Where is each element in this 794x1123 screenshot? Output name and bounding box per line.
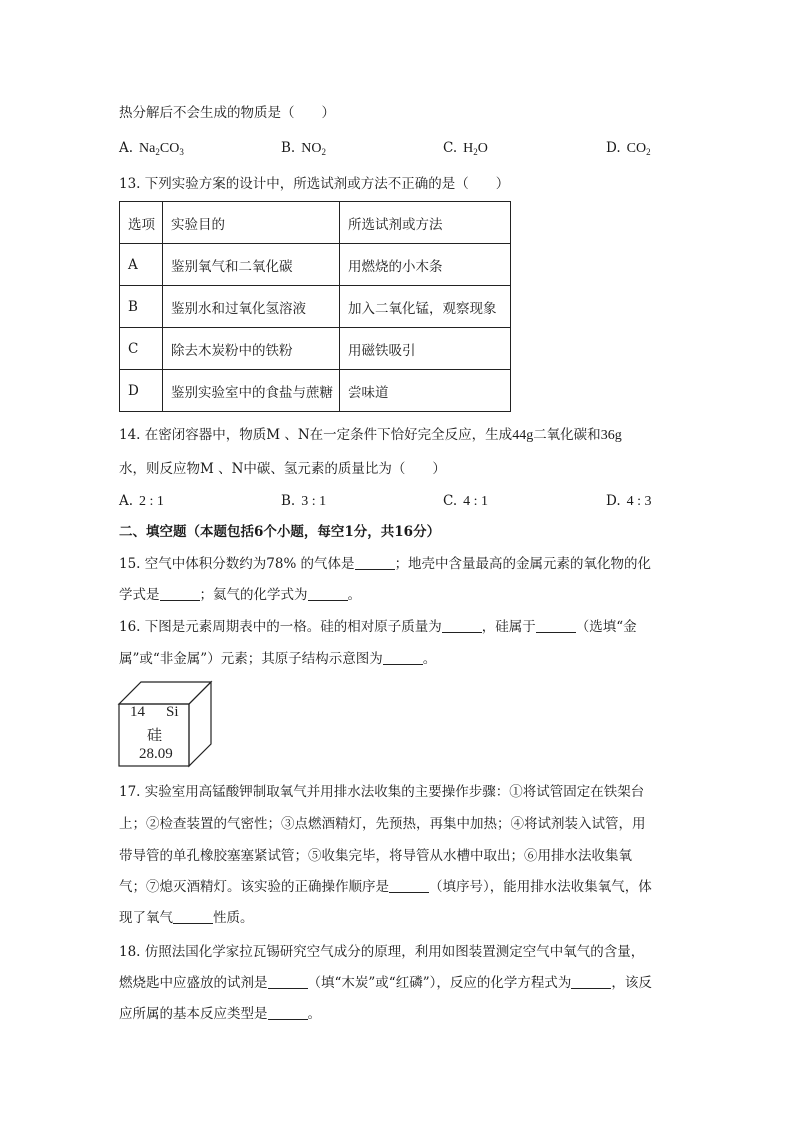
- q18-line3: 应所属的基本反应类型是 。: [119, 1006, 321, 1022]
- answer-blank[interactable]: [308, 586, 348, 601]
- q14-option-a: A. 2 : 1: [119, 493, 164, 509]
- answer-blank[interactable]: [383, 650, 423, 665]
- element-name: 硅: [147, 728, 163, 744]
- q14-stem-line1: 14. 在密闭容器中，物质M 、N在一定条件下恰好完全反应，生成44g二氧化碳和36g: [119, 427, 622, 443]
- q17-line2: 上；②检查装置的气密性；③点燃酒精灯，先预热，再集中加热；④将试剂装入试管，用: [119, 816, 646, 832]
- q14-options: [119, 491, 679, 511]
- q15-line1: 15. 空气中体积分数约为78% 的气体是 ；地壳中含量最高的金属元素的氧化物的化: [119, 556, 652, 572]
- q17-line4: 气；⑦熄灭酒精灯。该实验的正确操作顺序是 （填序号），能用排水法收集氧气，体: [119, 879, 652, 895]
- element-symbol: Si: [166, 704, 179, 720]
- section-2-title: 二、填空题（本题包括6个小题，每空1分，共16分）: [119, 524, 441, 540]
- table-cell: 加入二氧化锰，观察现象: [340, 286, 511, 328]
- answer-blank[interactable]: [160, 586, 200, 601]
- answer-blank[interactable]: [268, 1005, 308, 1020]
- table-cell: 鉴别水和过氧化氢溶液: [163, 286, 340, 328]
- q12-stem-tail: 热分解后不会生成的物质是（ ）: [119, 105, 335, 121]
- table-row: [120, 370, 511, 412]
- q13-table: [119, 201, 511, 412]
- table-cell: D: [120, 370, 163, 412]
- table-header-cell: 实验目的: [163, 202, 340, 244]
- answer-blank[interactable]: [173, 909, 213, 924]
- table-header-row: [120, 202, 511, 244]
- table-cell: A: [120, 244, 163, 286]
- q12-option-c: C. $H_2O$: [443, 140, 488, 157]
- q14-option-c: C. 4 : 1: [443, 493, 489, 509]
- q18-line2: 燃烧匙中应盛放的试剂是 （填“木炭”或“红磷”），反应的化学方程式为 ，该反: [119, 975, 652, 991]
- q14-option-d: D. 4 : 3: [606, 493, 652, 509]
- q15-line2: 学式是 ；氦气的化学式为 。: [119, 587, 361, 603]
- table-cell: 用燃烧的小木条: [340, 244, 511, 286]
- table-row: [120, 286, 511, 328]
- q17-line1: 17. 实验室用高锰酸钾制取氧气并用排水法收集的主要操作步骤：①将试管固定在铁架台: [119, 784, 645, 800]
- q16-line2: 属”或“非金属”）元素；其原子结构示意图为 。: [119, 651, 437, 667]
- table-cell: 鉴别实验室中的食盐与蔗糖: [163, 370, 340, 412]
- table-header-cell: 所选试剂或方法: [340, 202, 511, 244]
- periodic-table-cell: [117, 680, 217, 770]
- q17-line3: 带导管的单孔橡胶塞塞紧试管；⑤收集完毕，将导管从水槽中取出；⑥用排水法收集氧: [119, 848, 632, 864]
- q13-stem: 13. 下列实验方案的设计中，所选试剂或方法不正确的是（ ）: [119, 176, 510, 192]
- q14-option-b: B. 3 : 1: [281, 493, 327, 509]
- mass-44g: 44g: [512, 428, 534, 443]
- table-cell: C: [120, 328, 163, 370]
- q18-line1: 18. 仿照法国化学家拉瓦锡研究空气成分的原理，利用如图装置测定空气中氧气的含量，: [119, 944, 645, 960]
- table-cell: 除去木炭粉中的铁粉: [163, 328, 340, 370]
- q12-option-d: D. $CO_2$: [606, 140, 651, 157]
- q12-options: [119, 138, 679, 158]
- q12-option-b: B. $NO_2$: [281, 140, 326, 157]
- answer-blank[interactable]: [355, 555, 395, 570]
- q16-line1: 16. 下图是元素周期表中的一格。硅的相对原子质量为 ，硅属于 （选填“金: [119, 619, 637, 635]
- atomic-number: 14: [130, 704, 145, 720]
- table-cell: 鉴别氧气和二氧化碳: [163, 244, 340, 286]
- answer-blank[interactable]: [268, 974, 308, 989]
- table-row: [120, 244, 511, 286]
- q14-stem-line2: 水，则反应物M 、N中碳、氢元素的质量比为（ ）: [119, 461, 446, 477]
- answer-blank[interactable]: [389, 878, 429, 893]
- table-cell: 用磁铁吸引: [340, 328, 511, 370]
- table-row: [120, 328, 511, 370]
- answer-blank[interactable]: [442, 618, 482, 633]
- mass-36g: 36g: [600, 428, 622, 443]
- q12-option-a: A. $Na_2CO_3$: [119, 140, 184, 157]
- table-cell: B: [120, 286, 163, 328]
- q17-line5: 现了氧气 性质。: [119, 910, 254, 926]
- table-header-cell: 选项: [120, 202, 163, 244]
- answer-blank[interactable]: [536, 618, 576, 633]
- table-cell: 尝味道: [340, 370, 511, 412]
- atomic-mass: 28.09: [139, 746, 173, 762]
- answer-blank[interactable]: [571, 974, 611, 989]
